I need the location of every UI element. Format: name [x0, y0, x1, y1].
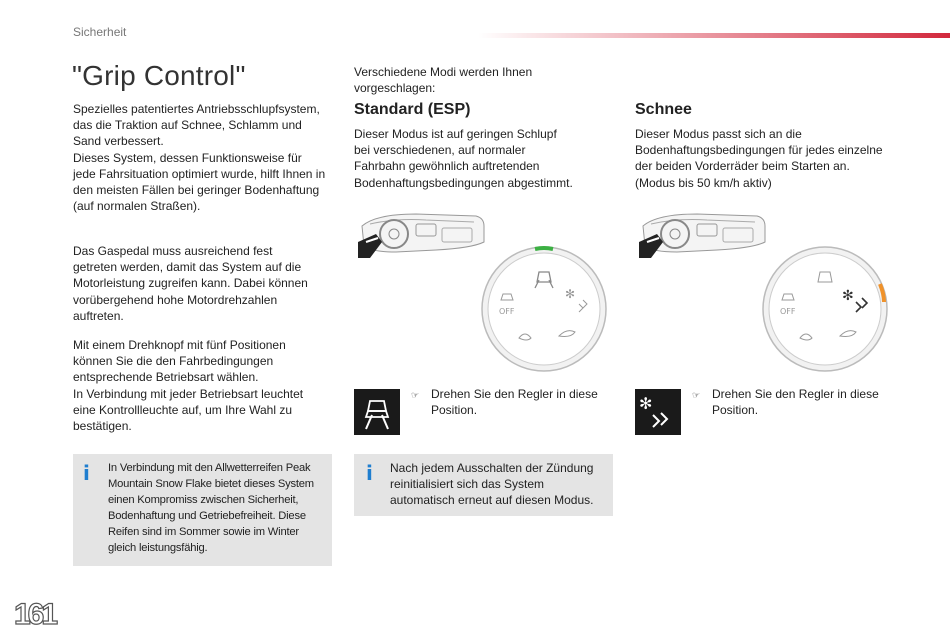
info-box-reset	[354, 454, 613, 516]
snow-mode-icon	[635, 389, 681, 435]
dashboard-illustration-schnee	[637, 212, 767, 264]
knob-illustration-standard	[479, 244, 609, 374]
info-box-tyres	[73, 454, 332, 566]
standard-heading: Standard (ESP)	[354, 101, 471, 118]
standard-text: Dieser Modus ist auf geringen Schlupf bei verschiedenen, auf normaler Fahrbahn gewöhnlich auftretenden Bodenhaftungsbedingungen abgestimmt.	[354, 127, 573, 190]
modes-intro: Verschiedene Modi werden Ihnen vorgeschlagen:	[354, 65, 533, 96]
accelerator-paragraph: Das Gaspedal muss ausreichend fest getreten werden, damit das System auf die Motorleistung zugreifen kann. Dabei können vorübergehend hohe Motordrehzahlen auftreten.	[73, 244, 308, 323]
svg-text:✻: ✻	[842, 288, 854, 304]
info-icon: i	[83, 461, 90, 485]
dashboard-illustration-standard	[356, 212, 486, 264]
esp-mode-icon	[354, 389, 400, 435]
knob-off-label: OFF	[499, 307, 515, 316]
intro-paragraph: Spezielles patentiertes Antriebsschlupfsystem, das die Traktion auf Schnee, Schlamm und Sand verbessert. Dieses System, dessen Funktionsweise für jede Fahrsituation optimiert wurde, hilft Ihnen in den meisten Fällen bei geringer Bodenhaftung (auf normalen Straßen).	[73, 102, 326, 214]
knob-off-label: OFF	[780, 307, 796, 316]
schnee-instruction: Drehen Sie den Regler in diese Position.	[712, 387, 879, 418]
schnee-text: Dieser Modus passt sich an die Bodenhaftungsbedingungen für jedes einzelne der beiden Vorderräder beim Starten an. (Modus bis 50 km/h aktiv)	[635, 127, 883, 190]
knob-illustration-schnee	[760, 244, 890, 374]
pointing-hand-icon: ☞	[411, 390, 420, 400]
info-box-tyres-text: In Verbindung mit den Allwetterreifen Peak Mountain Snow Flake bietet dieses System einen Kompromiss zwischen Sicherheit, Bodenhaftung und Getriebefreiheit. Diese Reifen sind im Sommer sowie im Winter gleich leistungsfähig.	[108, 462, 314, 554]
page-title: "Grip Control"	[72, 60, 246, 91]
header-accent-line	[478, 33, 950, 38]
standard-instruction: Drehen Sie den Regler in diese Position.	[431, 387, 598, 418]
svg-text:✻: ✻	[639, 394, 653, 413]
info-box-reset-text: Nach jedem Ausschalten der Zündung reinitialisiert sich das System automatisch erneut auf diesen Modus.	[390, 461, 594, 507]
page-number: 161	[14, 598, 56, 631]
knob-paragraph: Mit einem Drehknopf mit fünf Positionen können Sie die den Fahrbedingungen entsprechende Betriebsart wählen. In Verbindung mit jeder Betriebsart leuchtet eine Kontrollleuchte auf, um Ihre Wahl zu bestätigen.	[73, 338, 304, 434]
schnee-heading: Schnee	[635, 101, 692, 118]
info-icon: i	[366, 461, 373, 485]
svg-text:✻: ✻	[565, 287, 576, 301]
pointing-hand-icon: ☞	[692, 390, 701, 400]
section-label: Sicherheit	[73, 25, 127, 39]
